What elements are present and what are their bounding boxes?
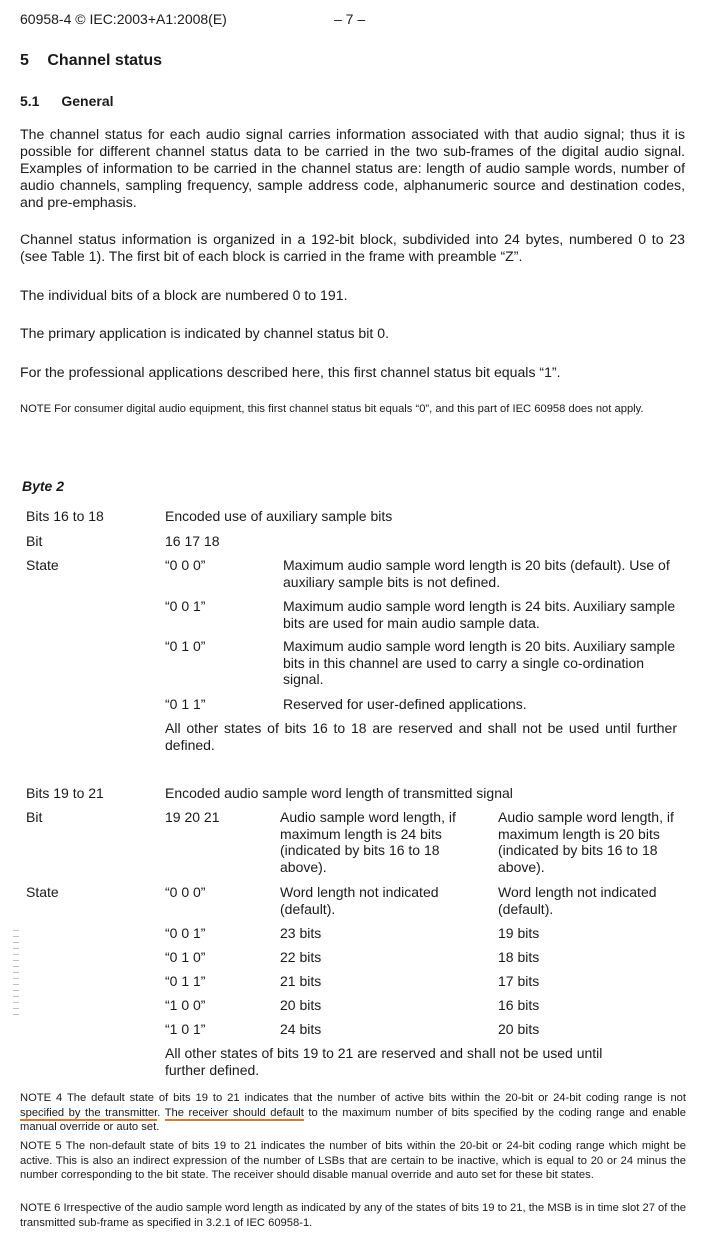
paragraph-3: The individual bits of a block are numbered 0 to 191.: [20, 287, 348, 303]
byte-heading: Byte 2: [22, 478, 65, 494]
note-general: NOTE For consumer digital audio equipment, this first channel status bit equals “0”, and this part of IEC 60958 does not apply.: [20, 403, 644, 415]
word-length-24: 22 bits: [280, 949, 322, 965]
subsection-number: 5.1: [20, 93, 40, 109]
margin-scan-marks: [13, 930, 19, 1020]
state-description: Maximum audio sample word length is 24 bits. Auxiliary sample bits are used for main audio sample data.: [283, 598, 676, 631]
word-length-24: 24 bits: [280, 1021, 322, 1037]
word-length-20: 17 bits: [498, 973, 540, 989]
bits-19-21-label: Bits 19 to 21: [26, 785, 104, 801]
word-length-24: 21 bits: [280, 973, 322, 989]
paragraph-4: The primary application is indicated by channel status bit 0.: [20, 325, 389, 341]
state-code: “0 0 1”: [165, 598, 206, 614]
word-length-24: Word length not indicated (default).: [280, 884, 439, 917]
bit-numbers: 19 20 21: [165, 809, 220, 825]
page-header-reference: 60958-4 © IEC:2003+A1:2008(E): [20, 11, 227, 27]
word-length-24: 20 bits: [280, 997, 322, 1013]
word-length-24: 23 bits: [280, 925, 322, 941]
bit-numbers: 16 17 18: [165, 533, 220, 549]
column-head-20bit: Audio sample word length, if maximum length is 20 bits (indicated by bits 16 to 18 above).: [498, 809, 674, 875]
group2-footer: All other states of bits 19 to 21 are reserved and shall not be used until further defined.: [165, 1045, 603, 1078]
section-number: 5: [20, 52, 29, 69]
note-5: NOTE 5 The non-default state of bits 19 to 21 indicates the number of bits within the 20-bit or 24-bit coding range which might be active. This is also an indirect expression of the number of LSBs that are certain to be inactive, which is equal to 20 or 24 minus the number corresponding to the bit state. The receiver should disable manual override and auto set for these bit states.: [20, 1140, 686, 1181]
note-4-text: to the maximum number of bits specified by the coding range and enable manual override or auto set.: [20, 1106, 686, 1133]
page-number: – 7 –: [334, 11, 366, 27]
bits-16-18-label: Bits 16 to 18: [26, 508, 104, 524]
state-description: Maximum audio sample word length is 20 bits. Auxiliary sample bits in this channel are used to carry a single co-ordination signal.: [283, 638, 676, 687]
bits-16-18-description: Encoded use of auxiliary sample bits: [165, 508, 393, 524]
word-length-20: 19 bits: [498, 925, 540, 941]
state-code: “0 0 1”: [165, 925, 206, 941]
paragraph-5: For the professional applications described here, this first channel status bit equals “1”.: [20, 364, 561, 380]
bits-19-21-description: Encoded audio sample word length of transmitted signal: [165, 785, 513, 801]
subsection-title: General: [61, 93, 114, 109]
annotated-text: specified by the transmitter: [20, 1106, 158, 1119]
column-head-24bit: Audio sample word length, if maximum length is 24 bits (indicated by bits 16 to 18 above).: [280, 809, 456, 875]
state-code: “0 1 1”: [165, 973, 206, 989]
note-4: [20, 1091, 686, 1135]
state-code: “1 0 1”: [165, 1021, 206, 1037]
bit-label: Bit: [26, 533, 43, 549]
word-length-20: Word length not indicated (default).: [498, 884, 657, 917]
subsection-heading: [20, 93, 114, 109]
state-label: State: [26, 557, 59, 573]
state-code: “0 1 0”: [165, 638, 206, 654]
state-description: Maximum audio sample word length is 20 bits (default). Use of auxiliary sample bits is not defined.: [283, 557, 670, 590]
annotated-text: The receiver should default: [164, 1106, 304, 1119]
group1-footer: All other states of bits 16 to 18 are reserved and shall not be used until further defined.: [165, 720, 677, 753]
state-label: State: [26, 884, 59, 900]
state-code: “0 0 0”: [165, 884, 206, 900]
word-length-20: 20 bits: [498, 1021, 540, 1037]
note-4-text: NOTE 4 The default state of bits 19 to 21 indicates that the number of active bits within the 20-bit or 24-bit coding range is not: [20, 1092, 686, 1104]
section-title: Channel status: [47, 52, 163, 69]
bit-label: Bit: [26, 809, 43, 825]
state-description: Reserved for user-defined applications.: [283, 696, 527, 712]
paragraph-1: The channel status for each audio signal carries information associated with that audio signal; thus it is possible for different channel status data to be carried in the two sub-frames of the digital audio signal. Examples of information to be carried in the channel status are: length of audio sample words, number of audio channels, sampling frequency, sample address code, alphanumeric source and destination codes, and pre-emphasis.: [20, 126, 685, 210]
state-code: “0 1 1”: [165, 696, 206, 712]
word-length-20: 16 bits: [498, 997, 540, 1013]
note-6: NOTE 6 Irrespective of the audio sample word length as indicated by any of the states of bits 19 to 21, the MSB is in time slot 27 of the transmitted sub-frame as specified in 3.2.1 of IEC 60958-1.: [20, 1202, 687, 1229]
state-code: “0 1 0”: [165, 949, 206, 965]
paragraph-2: Channel status information is organized in a 192-bit block, subdivided into 24 bytes, numbered 0 to 23 (see Table 1). The first bit of each block is carried in the frame with preamble “Z”.: [20, 231, 685, 264]
state-code: “0 0 0”: [165, 557, 206, 573]
word-length-20: 18 bits: [498, 949, 540, 965]
section-heading: [20, 52, 162, 70]
note-4-text: .: [157, 1106, 165, 1119]
state-code: “1 0 0”: [165, 997, 206, 1013]
